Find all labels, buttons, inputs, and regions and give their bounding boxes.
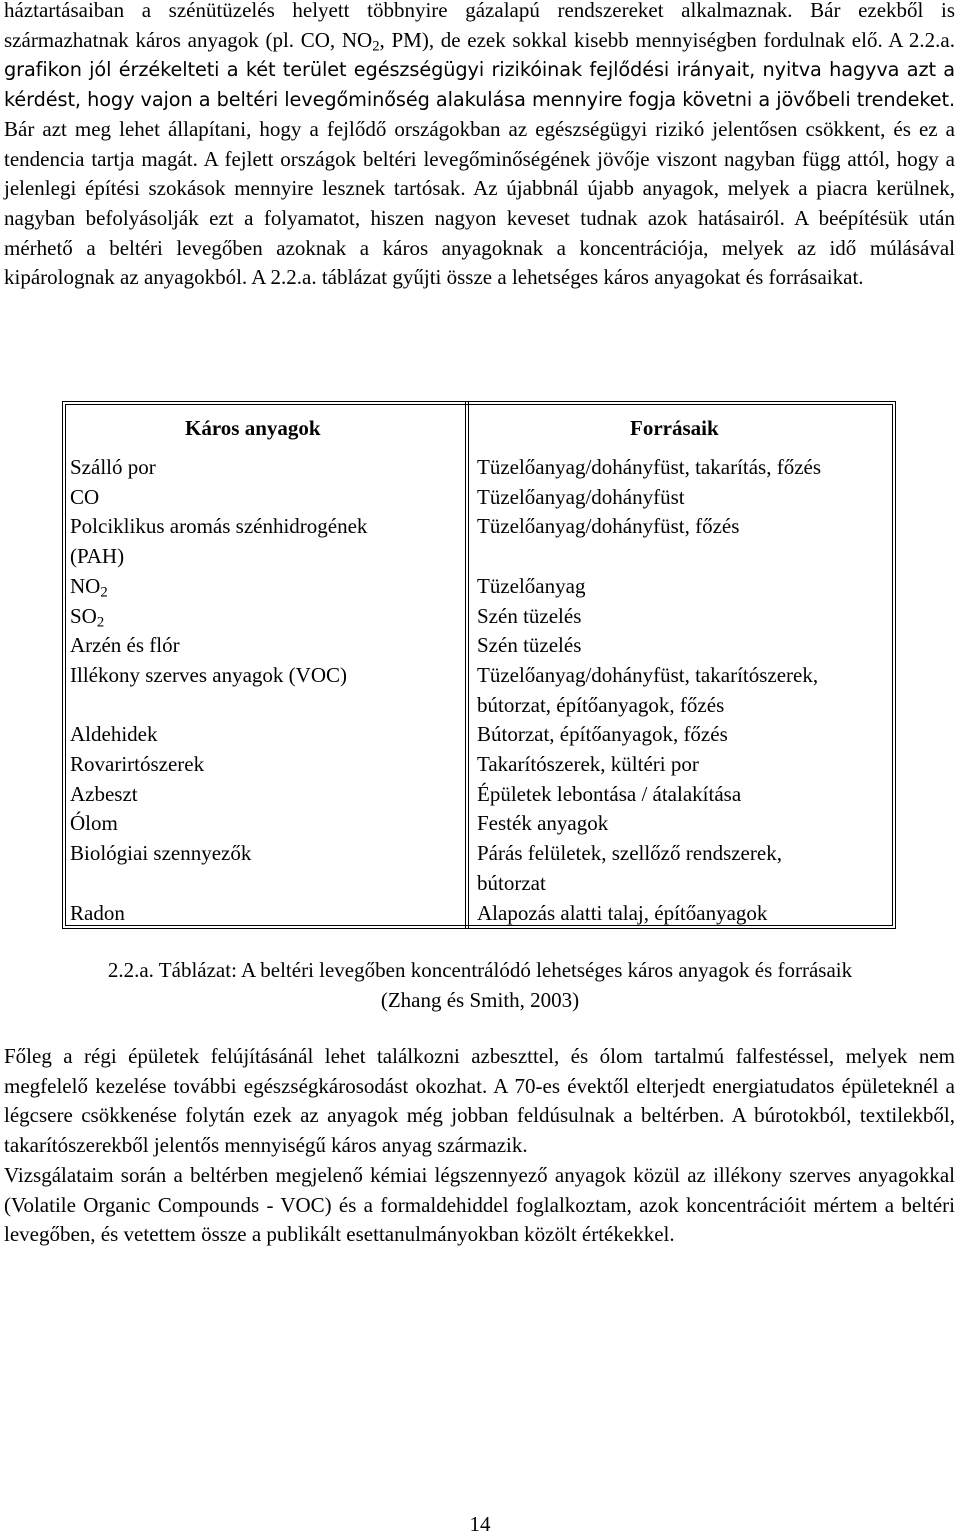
substance-cell (70, 631, 477, 661)
table-row (70, 720, 890, 750)
substance-subscript: 2 (100, 584, 108, 601)
paragraph-3: Vizsgálataim során a beltérben megjelenő kémiai légszennyező anyagok közül az illékony szerves anyagokkal (Volatile Organic Compounds - VOC) és a formaldehiddel foglalkoztam, azok koncentrációit mértem a beltéri levegőben, és vetettem össze a publikált esettanulmányokban közölt értékekkel. (4, 1163, 955, 1247)
substance-name: Rovarirtószerek (70, 752, 205, 777)
substance-cell (70, 512, 477, 542)
table-caption (0, 956, 960, 1015)
substance-cell (70, 809, 477, 839)
table-row (70, 512, 890, 542)
source-cell: Takarítószerek, kültéri por (477, 752, 699, 777)
substance-cell (70, 453, 477, 483)
table-row (70, 661, 890, 691)
substance-cell (70, 780, 477, 810)
table-row (70, 572, 890, 602)
substance-name: SO (70, 603, 97, 628)
substance-cell (70, 572, 477, 602)
substance-name: Aldehidek (70, 722, 158, 747)
source-cell: Párás felületek, szellőző rendszerek, (477, 841, 782, 866)
table-header-substances: Káros anyagok (185, 416, 321, 440)
table-row (70, 691, 890, 721)
source-cell: Tüzelőanyag/dohányfüst, takarítás, főzés (477, 455, 822, 479)
source-cell: Tüzelőanyag/dohányfüst, főzés (477, 514, 740, 539)
substance-name: Azbeszt (70, 781, 138, 806)
substance-cell (70, 839, 477, 869)
table-row (70, 542, 890, 572)
page-number: 14 (469, 1512, 491, 1536)
paragraph-2: Főleg a régi épületek felújításánál lehet találkozni azbeszttel, és ólom tartalmú falfestéssel, melyek nem megfelelő kezelése további egészségkárosodást okozhat. A 70-es évektől elterjedt energiatudatos épületeknél a légcsere csökkenése folytán ezek az anyagok még jobban feldúsulnak a beltérben. A búrotokból, textilekből, takarítószerekből jelentős mennyiségű káros anyag származik. (4, 1044, 955, 1158)
source-cell: Alapozás alatti talaj, építőanyagok (477, 900, 768, 925)
table-row (70, 631, 890, 661)
table-row (70, 809, 890, 839)
source-cell: bútorzat (477, 870, 546, 895)
table-body (70, 453, 890, 928)
substance-name: Illékony szerves anyagok (VOC) (70, 662, 347, 687)
table-row (70, 750, 890, 780)
substance-cell (70, 720, 477, 750)
substance-cell (70, 542, 477, 572)
substance-cell (70, 661, 477, 691)
substance-name: Radon (70, 900, 125, 925)
source-cell: Szén tüzelés (477, 603, 582, 628)
substance-name: Ólom (70, 811, 118, 836)
substance-name: (PAH) (70, 544, 125, 569)
caption-line-2: (Zhang és Smith, 2003) (380, 987, 580, 1012)
table-row (70, 839, 890, 869)
substance-name: Arzén és flór (70, 633, 180, 658)
source-cell (477, 542, 890, 572)
table-row (70, 780, 890, 810)
substance-name: NO (70, 573, 101, 598)
substance-name: Polciklikus aromás szénhidrogének (70, 514, 368, 539)
source-cell: Szén tüzelés (477, 633, 582, 658)
source-cell: Tüzelőanyag/dohányfüst, takarítószerek, (477, 662, 819, 687)
intro-subscript: 2 (372, 38, 380, 55)
substance-name: CO (70, 484, 100, 509)
substance-name: Biológiai szennyezők (70, 841, 252, 866)
table-header-sources: Forrásaik (630, 416, 719, 440)
table-row (70, 453, 890, 483)
source-cell: bútorzat, építőanyagok, főzés (477, 692, 725, 717)
source-cell: Bútorzat, építőanyagok, főzés (477, 722, 728, 747)
intro-text-1: háztartásaiban a szénütüzelés helyett többnyire gázalapú rendszereket alkalmaznak. Bár ezekből is származhatnak káros anyagok (pl. CO, NO (4, 0, 955, 52)
substance-cell (70, 602, 477, 632)
source-cell: Tüzelőanyag (477, 573, 586, 598)
substance-subscript: 2 (96, 614, 105, 631)
caption-line-1: 2.2.a. Táblázat: A beltéri levegőben koncentrálódó lehetséges káros anyagok és forrásaik (107, 958, 853, 982)
substance-cell (70, 691, 477, 721)
intro-text-sans: grafikon jól érzékelteti a két terület egészségügyi rizikóinak fejlődési irányait, nyitva hagyva azt a kérdést, hogy vajon a beltéri levegőminőség alakulása mennyire fogja követni a jövőbeli trendeket. (4, 58, 955, 112)
table-row (70, 899, 890, 929)
source-cell: Tüzelőanyag/dohányfüst (477, 484, 685, 509)
substance-name: Szálló por (70, 455, 156, 479)
intro-text-3: Bár azt meg lehet állapítani, hogy a fejlődő országokban az egészségügyi rizikó jelentősen csökkent, és ez a tendencia tartja magát. A fejlett országok beltéri levegőminőségének jövője viszont nagyban függ attól, hogy a jelenlegi építési szokások mennyire lesznek tartósak. Az újabbnál újabb anyagok, melyek a piacra kerülnek, nagyban befolyásolják ezt a folyamatot, hiszen nagyon keveset tudnak azok hatásairól. A beépítésük után mérhető a beltéri levegőben azoknak a káros anyagoknak a koncentrációja, melyek az idő múlásával kipárolognak az anyagokból. A 2.2.a. táblázat gyűjti össze a lehetséges káros anyagokat és forrásaikat. (4, 116, 955, 290)
substance-cell (70, 483, 477, 513)
substance-cell (70, 750, 477, 780)
table-row (70, 602, 890, 632)
table-row (70, 869, 890, 899)
source-cell: Épületek lebontása / átalakítása (477, 781, 742, 806)
table-row (70, 483, 890, 513)
intro-text-2: , PM), de ezek sokkal kisebb mennyiségben fordulnak elő. A 2.2.a. (379, 27, 956, 52)
substance-cell (70, 869, 477, 899)
intro-paragraph (4, 0, 955, 293)
source-cell: Festék anyagok (477, 811, 609, 836)
substance-cell (70, 899, 477, 929)
